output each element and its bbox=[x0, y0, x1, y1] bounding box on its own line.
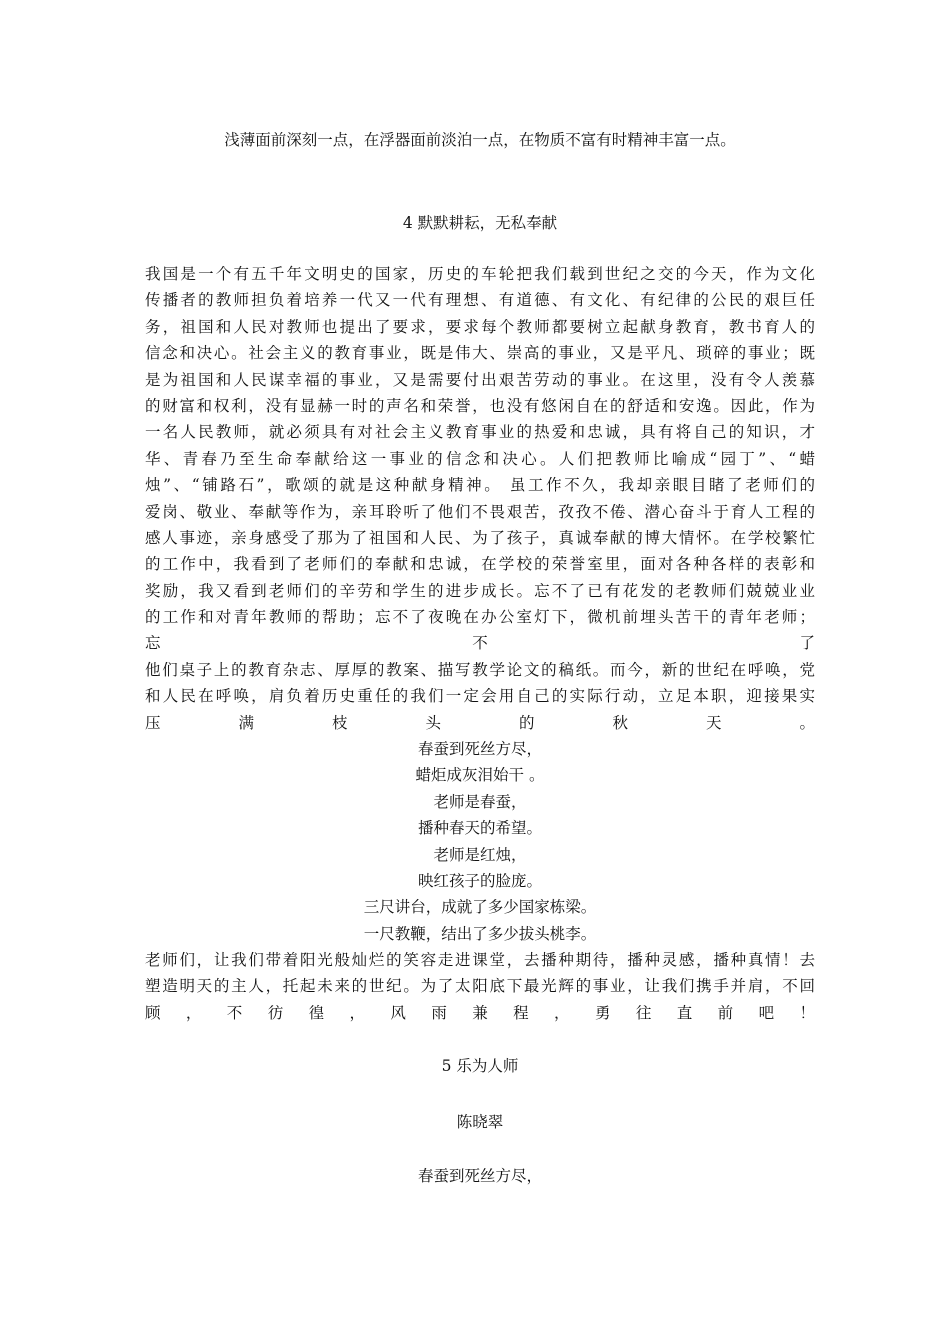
text-line: 信念和决心。社会主义的教育事业，既是伟大、崇高的事业，又是平凡、琐碎的事业；既 bbox=[145, 344, 815, 363]
section-5-first-line: 春蚕到死丝方尽， bbox=[417, 1167, 542, 1185]
poem-line: 老师是红烛， bbox=[433, 845, 527, 864]
section-5-author: 陈晓翠 bbox=[456, 1113, 504, 1131]
poem-line: 映红孩子的脸庞。 bbox=[417, 871, 542, 890]
text-line: 烛”、“铺路石”，歌颂的就是这种献身精神。 虽工作不久，我却亲眼目睹了老师们的 bbox=[145, 476, 815, 495]
text-line: 他们桌子上的教育杂志、厚厚的教案、描写教学论文的稿纸。而今，新的世纪在呼唤，党 bbox=[145, 661, 815, 679]
text-line: 传播者的教师担负着培养一代又一代有理想、有道德、有文化、有纪律的公民的艰巨任 bbox=[145, 291, 815, 310]
text-line: 的工作中，我看到了老师们的奉献和忠诚，在学校的荣誉室里，面对各种各样的表彰和 bbox=[145, 555, 815, 574]
section-4-paragraph-1 bbox=[145, 261, 815, 657]
poem-line: 蜡炬成灰泪始干 。 bbox=[415, 766, 545, 785]
intro-line: 浅薄面前深刻一点，在浮器面前淡泊一点，在物质不富有时精神丰富一点。 bbox=[224, 131, 736, 149]
poem-line: 三尺讲台，成就了多少国家栋梁。 bbox=[363, 898, 597, 917]
text-line: 爱岗、敬业、奉献等作为，亲耳聆听了他们不畏艰苦，孜孜不倦、潜心奋斗于育人工程的 bbox=[145, 502, 815, 521]
text-line: 和人民在呼唤，肩负着历史重任的我们一定会用自己的实际行动，立足本职，迎接果实 bbox=[145, 687, 815, 706]
section-4-paragraph-3 bbox=[145, 947, 815, 1026]
text-line: 我国是一个有五千年文明史的国家，历史的车轮把我们载到世纪之交的今天，作为文化 bbox=[145, 265, 815, 283]
text-line: 老师们，让我们带着阳光般灿烂的笑容走进课堂，去播种期待，播种灵感，播种真情！去 bbox=[145, 951, 815, 969]
poem-line: 一尺教鞭，结出了多少拔头桃李。 bbox=[363, 924, 597, 943]
section-4-heading: 4 默默耕耘，无私奉献 bbox=[402, 214, 558, 232]
text-line: 奖励，我又看到老师们的辛劳和学生的进步成长。忘不了已有花发的老教师们兢兢业业 bbox=[145, 581, 815, 600]
text-line: 忘不了 bbox=[145, 634, 815, 653]
text-line: 务，祖国和人民对教师也提出了要求，要求每个教师都要树立起献身教育，教书育人的 bbox=[145, 317, 815, 336]
poem-line: 春蚕到死丝方尽， bbox=[417, 740, 542, 758]
text-line: 顾，不彷徨，风雨兼程，勇往直前吧！ bbox=[145, 1003, 815, 1022]
text-line: 的工作和对青年教师的帮助；忘不了夜晚在办公室灯下，微机前埋头苦干的青年老师； bbox=[145, 608, 815, 627]
text-line: 压满枝头的秋天。 bbox=[145, 713, 815, 732]
poem bbox=[145, 736, 815, 947]
text-line: 一名人民教师，就必须具有对社会主义教育事业的热爱和忠诚，具有将自己的知识，才 bbox=[145, 423, 815, 442]
text-line: 感人事迹，亲身感受了那为了祖国和人民、为了孩子，真诚奉献的博大情怀。在学校繁忙 bbox=[145, 528, 815, 547]
text-line: 华、青春乃至生命奉献给这一事业的信念和决心。人们把教师比喻成“园丁”、“蜡 bbox=[145, 449, 815, 468]
section-4-paragraph-2 bbox=[145, 657, 815, 736]
text-line: 的财富和权利，没有显赫一时的声名和荣誉，也没有悠闲自在的舒适和安逸。因此，作为 bbox=[145, 396, 815, 415]
section-5-heading: 5 乐为人师 bbox=[441, 1057, 519, 1075]
text-line: 是为祖国和人民谋幸福的事业，又是需要付出艰苦劳动的事业。在这里，没有令人羡慕 bbox=[145, 370, 815, 389]
poem-line: 老师是春蚕， bbox=[433, 792, 527, 811]
poem-line: 播种春天的希望。 bbox=[417, 819, 542, 838]
text-line: 塑造明天的主人，托起未来的世纪。为了太阳底下最光辉的事业，让我们携手并肩，不回 bbox=[145, 977, 815, 996]
